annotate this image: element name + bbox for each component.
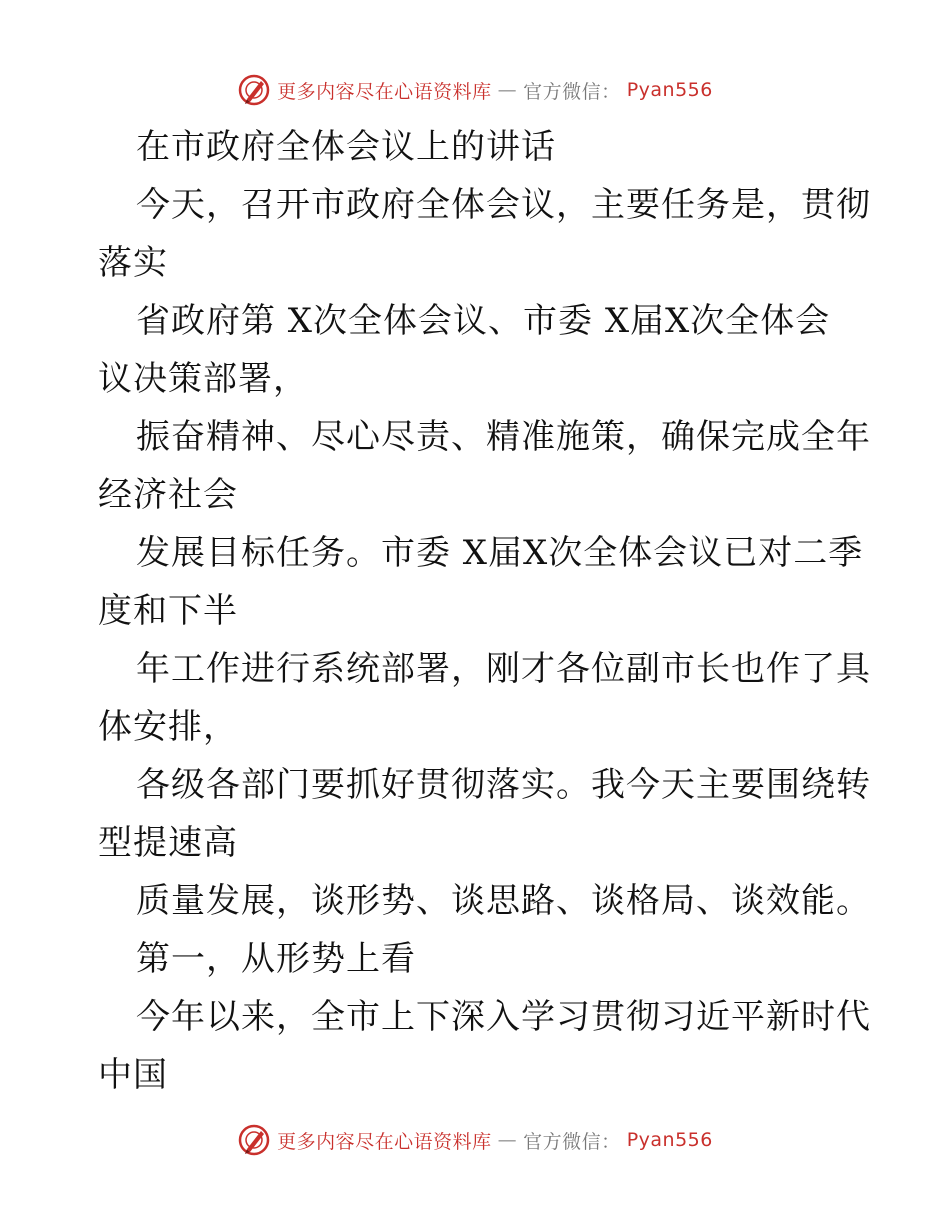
watermark-dash: — (497, 79, 518, 101)
document-body (98, 118, 871, 1104)
paragraph-line: 中国 (98, 1055, 168, 1095)
paragraph-line: 度和下半 (98, 591, 238, 631)
pen-logo-icon (237, 1123, 271, 1157)
watermark-wechat-id: Pyan556 (626, 79, 713, 101)
paragraph-line: 经济社会 (98, 475, 238, 515)
watermark-text: 更多内容尽在心语资料库 (277, 1130, 492, 1153)
header-watermark (0, 70, 950, 110)
paragraph-line: 议决策部署， (98, 359, 308, 399)
watermark-wechat-label: 官方微信： (523, 1130, 621, 1153)
paragraph-line: 落实 (98, 243, 168, 283)
paragraph-line: 质量发展，谈形势、谈思路、谈格局、谈效能。 (136, 881, 871, 921)
paragraph-line: 省政府第 X次全体会议、市委 X届X次全体会 (136, 301, 831, 341)
watermark-dash: — (497, 1129, 518, 1151)
paragraph-line: 发展目标任务。市委 X届X次全体会议已对二季 (136, 533, 864, 573)
paragraph-line: 今天，召开市政府全体会议，主要任务是，贯彻 (136, 185, 871, 225)
watermark-text: 更多内容尽在心语资料库 (277, 80, 492, 103)
paragraph-line: 各级各部门要抓好贯彻落实。我今天主要围绕转 (136, 765, 871, 805)
paragraph-line: 今年以来，全市上下深入学习贯彻习近平新时代 (136, 997, 871, 1037)
paragraph-line: 年工作进行系统部署，刚才各位副市长也作了具 (136, 649, 871, 689)
pen-logo-icon (237, 73, 271, 107)
document-title: 在市政府全体会议上的讲话 (136, 127, 556, 167)
footer-watermark (0, 1120, 950, 1160)
section-heading: 第一，从形势上看 (136, 939, 416, 979)
paragraph-line: 体安排， (98, 707, 238, 747)
watermark-wechat-label: 官方微信： (523, 80, 621, 103)
paragraph-line: 型提速高 (98, 823, 238, 863)
watermark-wechat-id: Pyan556 (626, 1129, 713, 1151)
paragraph-line: 振奋精神、尽心尽责、精准施策，确保完成全年 (136, 417, 871, 457)
